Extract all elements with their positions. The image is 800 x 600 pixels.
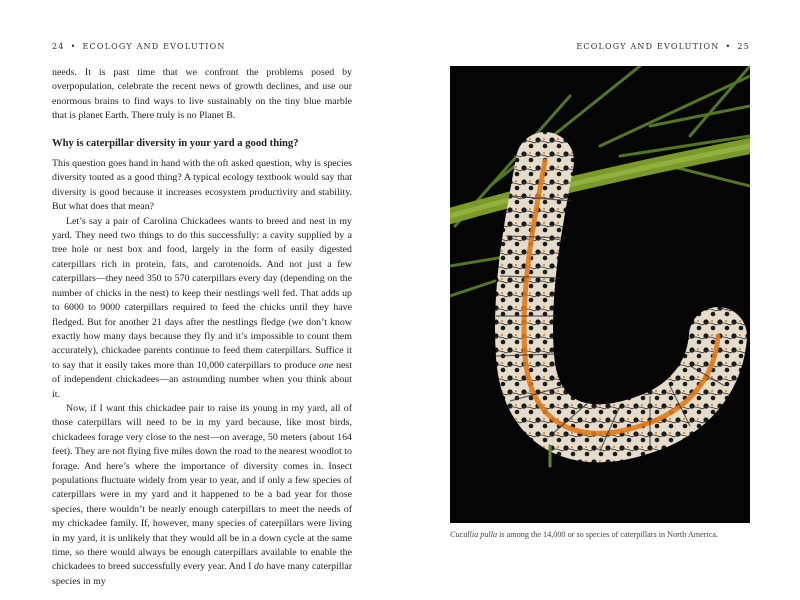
right-running-header [576,42,750,51]
left-header-title: ECOLOGY AND EVOLUTION [82,42,226,51]
paragraph-chickadee-needs [52,215,352,402]
left-running-header [52,42,226,51]
caterpillar-illustration [450,66,750,523]
right-page-number: 25 [737,42,750,51]
left-page-number: 24 [52,42,65,51]
paragraph-diversity-question: This question goes hand in hand with the oft asked question, why is species diversity touted as a good thing? A typical ecology textbook would say that diversity is good because it increases ecosystem productivity and stability. But what does that mean? [52,158,352,213]
paragraph-text: nest of independent chickadees—an astounding number when you think about it. [52,359,352,400]
section-heading: Why is caterpillar diversity in your yard a good thing? [52,137,299,149]
emphasis-text: one [318,359,334,371]
paragraph-continuation: needs. It is past time that we confront the problems posed by overpopulation, celebrate the recent news of growth declines, and use our enormous brains to find ways to live sustainably on the tiny blue marble that is planet Earth. There truly is no Planet B. [52,67,352,122]
left-header-separator: • [70,42,77,51]
paragraph-foraging-diversity [52,402,352,589]
paragraph-text: Let’s say a pair of Carolina Chickadees wants to breed and nest in my yard. They need two things to do this successfully: a cavity supplied by a tree hole or nest box and food, largely in the form of easily digested caterpillars rich in protein, fats, and carotenoids. And not just a few caterpillars—they need 350 to 570 caterpillars every day (depending on the number of chicks in the nest) to keep their nestlings well fed. That adds up to 6000 to 9000 caterpillars required to feed the chicks until they have fledged. But for another 21 days after the nestlings fledge (we don’t know exactly how many days because they fly and it’s impossible to count them accurately), chickadee parents continue to feed them caterpillars. Suffice it to say that it easily takes more than 10,000 caterpillars to produce [52,215,352,371]
paragraph-text: have many caterpillar species in my [52,561,352,587]
emphasis-text: do [253,561,264,573]
paragraph-text: Now, if I want this chickadee pair to raise its young in my yard, all of those caterpillars will need to be in my yard because, like most birds, chickadees forage very close to the nest—on average, 50 meters (about 164 feet). They are not flying five miles down the road to the nearest woodlot to forage. And here’s where the importance of diversity comes in. Insect populations fluctuate widely from year to year, and if only a few species of caterpillars were in my yard and it happened to be a bad year for those species, there wouldn’t be nearly enough caterpillars to meet the needs of my chickadee family. If, however, many species of caterpillars were living in my yard, it is unlikely that they would all be in a down cycle at the same time, so there would always be enough caterpillars available to enable the chickadees to breed successfully every year. And I [52,402,352,573]
caption-text: is among the 14,000 or so species of caterpillars in North America. [497,530,719,539]
left-page-body [52,66,352,589]
caterpillar-photo [450,66,750,523]
right-header-title: ECOLOGY AND EVOLUTION [576,42,720,51]
photo-caption [450,530,760,539]
right-header-separator: • [725,42,732,51]
species-name: Cucullia pulla [450,530,498,539]
